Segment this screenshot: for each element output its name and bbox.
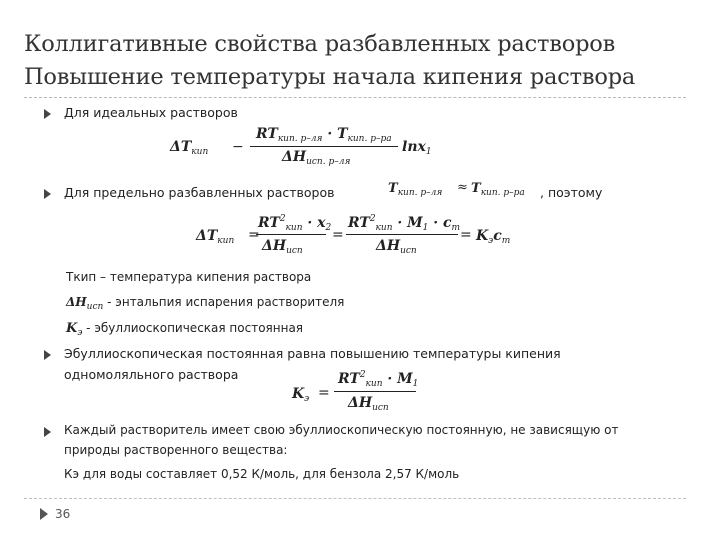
title-divider bbox=[24, 97, 686, 98]
approx-lhs: $T_{кип. р-ля}$ bbox=[388, 181, 443, 198]
approx-rhs: $T_{кип. р-ра}$ bbox=[471, 181, 525, 198]
formula2-num2: $RT^2_{кип} \cdot M_1 \cdot c_m$ bbox=[348, 214, 461, 233]
bullet-solvent-line3: Кэ для воды составляет 0,52 К/моль, для бензола 2,57 К/моль bbox=[64, 467, 460, 481]
bullet-arrow-icon bbox=[44, 189, 51, 199]
formula3-eq: = bbox=[318, 385, 330, 401]
formula2-rhs: $K_эc_m$ bbox=[476, 228, 511, 246]
formula1-minus: − bbox=[232, 139, 244, 155]
formula2-eq2: = bbox=[332, 227, 344, 243]
formula1-denominator: $\Delta H_{исп. р-ля}$ bbox=[282, 149, 351, 167]
page-arrow-icon bbox=[40, 508, 48, 520]
note-ebullioscopic: $K_э$ - эбуллиоскопическая постоянная bbox=[66, 321, 304, 338]
bullet-therefore: , поэтому bbox=[540, 185, 603, 200]
formula1-lhs: $\Delta T_{кип}$ bbox=[170, 139, 209, 157]
formula3-lhs: $K_э$ bbox=[292, 386, 310, 404]
bullet-arrow-icon bbox=[44, 109, 51, 119]
bullet-constant-line2: одномоляльного раствора bbox=[64, 367, 239, 382]
formula2-eq3: = bbox=[460, 227, 472, 243]
formula3-num: $RT^2_{кип} \cdot M_1$ bbox=[338, 370, 419, 389]
bullet-dilute-solutions: Для предельно разбавленных растворов bbox=[64, 185, 335, 200]
formula3-den: $\Delta H_{исп}$ bbox=[348, 395, 389, 413]
footer-divider bbox=[24, 498, 686, 499]
formula1-ln-x1: lnx$_1$ bbox=[402, 139, 432, 157]
approx-sign: ≈ bbox=[457, 180, 468, 195]
formula2-den1: $\Delta H_{исп}$ bbox=[262, 238, 303, 256]
formula2-eq1: = bbox=[248, 227, 260, 243]
formula2-fraction-line-2 bbox=[346, 234, 458, 235]
bullet-solvent-line1: Каждый растворитель имеет свою эбуллиоскопическую постоянную, не зависящую от bbox=[64, 423, 619, 437]
note-enthalpy: $\Delta H_{исп}$ - энтальпия испарения растворителя bbox=[66, 295, 345, 312]
formula3-fraction-line bbox=[334, 391, 416, 392]
note-tkip: Ткип – температура кипения раствора bbox=[66, 270, 312, 284]
formula2-num1: $RT^2_{кип} \cdot x_2$ bbox=[258, 214, 332, 233]
formula1-fraction-line bbox=[250, 146, 398, 147]
bullet-ideal-solutions: Для идеальных растворов bbox=[64, 105, 238, 120]
formula2-fraction-line-1 bbox=[256, 234, 326, 235]
formula1-numerator: $RT_{кип. р-ля} \cdot T_{кип. р-ра}$ bbox=[256, 126, 392, 144]
title-line-1: Коллигативные свойства разбавленных растворов bbox=[24, 31, 616, 57]
title-line-2: Повышение температуры начала кипения раствора bbox=[24, 64, 636, 90]
bullet-constant-line1: Эбуллиоскопическая постоянная равна повышению температуры кипения bbox=[64, 346, 561, 361]
formula2-lhs: $\Delta T_{кип}$ bbox=[196, 228, 235, 246]
bullet-arrow-icon bbox=[44, 427, 51, 437]
page-number: 36 bbox=[55, 507, 71, 521]
formula2-den2: $\Delta H_{исп}$ bbox=[376, 238, 417, 256]
bullet-solvent-line2: природы растворенного вещества: bbox=[64, 443, 288, 457]
slide-title bbox=[24, 28, 696, 94]
bullet-arrow-icon bbox=[44, 350, 51, 360]
